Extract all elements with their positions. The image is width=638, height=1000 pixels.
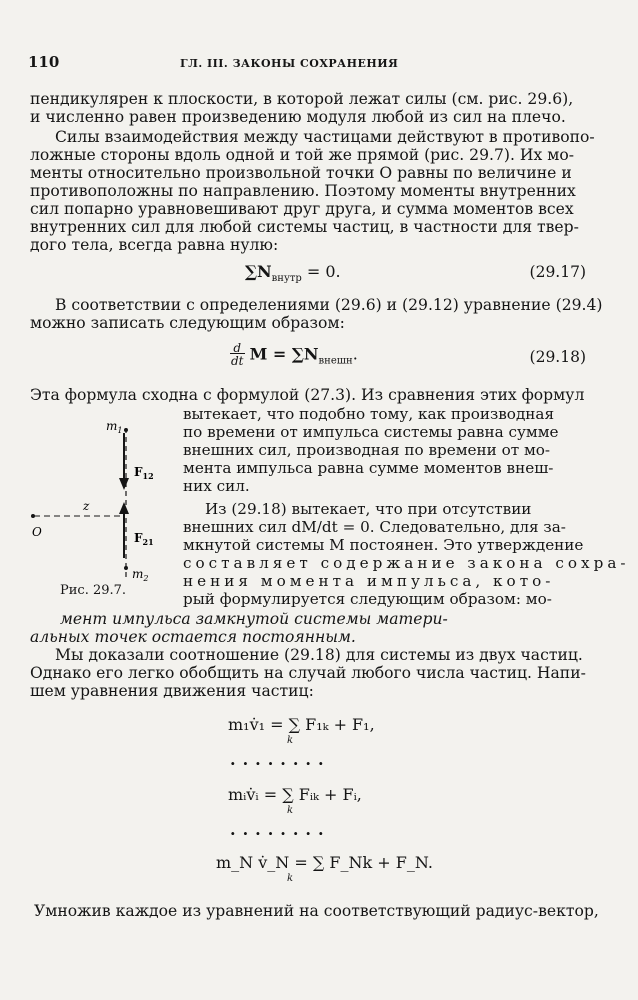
text-line: Из (29.18) вытекает, что при отсутствии xyxy=(205,500,532,518)
text-line: Однако его легко обобщить на случай любого числа частиц. Напи- xyxy=(30,664,586,682)
text-line: мент импульса замкнутой системы матери- xyxy=(60,610,448,628)
sum-index: k xyxy=(287,873,294,884)
text-line: Мы доказали соотношение (29.18) для системы из двух частиц. xyxy=(55,646,583,664)
particle-m1 xyxy=(124,428,128,432)
page-number: 110 xyxy=(28,53,60,71)
equation-motion-1: m₁v̇₁ = ∑ F₁ₖ + F₁, xyxy=(228,715,375,734)
label-m1: $m_1$ xyxy=(106,419,123,435)
text-line: сил попарно уравновешивают друг друга, и сумма моментов всех xyxy=(30,200,574,218)
text-line: пендикулярен к плоскости, в которой лежат силы (см. рис. 29.6), xyxy=(30,90,574,108)
text-line: рый формулируется следующим образом: мо- xyxy=(183,590,552,608)
point-o xyxy=(31,514,35,518)
label-z: z xyxy=(83,499,90,513)
text-line: и численно равен произведению модуля любой из сил на плечо. xyxy=(30,108,566,126)
text-line: менты относительно произвольной точки O равны по величине и xyxy=(30,164,572,182)
equation-number: (29.17) xyxy=(529,263,586,281)
label-m2: $m_2$ xyxy=(132,567,149,583)
figure-caption: Рис. 29.7. xyxy=(60,583,127,598)
label-f21: $F_{21}$ xyxy=(134,531,154,547)
label-f12: $F_{12}$ xyxy=(134,465,154,481)
text-line: мента импульса равна сумме моментов внеш- xyxy=(183,459,554,477)
text-line: Умножив каждое из уравнений на соответствующий радиус-вектор, xyxy=(34,902,599,920)
text-line: шем уравнения движения частиц: xyxy=(30,682,314,700)
equation-29-17: $\sum N_{внутр} = 0$. xyxy=(245,262,341,285)
label-o: O xyxy=(32,525,42,539)
figure-29-7 xyxy=(28,418,178,583)
sum-index: k xyxy=(287,805,294,816)
equation-motion-i: mᵢv̇ᵢ = ∑ Fᵢₖ + Fᵢ, xyxy=(228,785,362,804)
text-line: вытекает, что подобно тому, как производная xyxy=(183,405,555,423)
text-line: внешних сил dM/dt = 0. Следовательно, для за- xyxy=(183,518,566,536)
equation-number: (29.18) xyxy=(529,348,586,366)
text-line: Силы взаимодействия между частицами действуют в противопо- xyxy=(55,128,595,146)
sum-index: k xyxy=(287,735,294,746)
force-f12-arrowhead xyxy=(119,478,129,490)
text-line: противоположны по направлению. Поэтому моменты внутренних xyxy=(30,182,576,200)
text-line: можно записать следующим образом: xyxy=(30,314,345,332)
running-head: ГЛ. III. ЗАКОНЫ СОХРАНЕНИЯ xyxy=(180,57,399,70)
equation-29-18: $\frac{d}{dt}$ $M = \sum N_{внешн}$. xyxy=(231,341,358,368)
text-line: нения момента импульса, кото- xyxy=(183,572,555,590)
text-line: ложные стороны вдоль одной и той же прямой (рис. 29.7). Их мо- xyxy=(30,146,575,164)
text-line: составляет содержание закона сохра- xyxy=(183,554,630,572)
text-line: мкнутой системы M постоянен. Это утверждение xyxy=(183,536,584,554)
ellipsis-row: ........ xyxy=(230,750,331,769)
text-line: внутренних сил для любой системы частиц, в частности для твер- xyxy=(30,218,579,236)
text-line: внешних сил, производная по времени от мо- xyxy=(183,441,551,459)
force-f21-arrowhead xyxy=(119,502,129,514)
particle-m2 xyxy=(124,566,128,570)
text-line: Эта формула сходна с формулой (27.3). Из сравнения этих формул xyxy=(30,386,585,404)
text-line: В соответствии с определениями (29.6) и (29.12) уравнение (29.4) xyxy=(55,296,603,314)
text-line: дого тела, всегда равна нулю: xyxy=(30,236,279,254)
text-line: альных точек остается постоянным. xyxy=(30,628,356,646)
text-line: них сил. xyxy=(183,477,250,495)
ellipsis-row: ........ xyxy=(230,820,331,839)
text-line: по времени от импульса системы равна сумме xyxy=(183,423,559,441)
equation-motion-n: m_N v̇_N = ∑ F_Nk + F_N. xyxy=(216,853,433,872)
